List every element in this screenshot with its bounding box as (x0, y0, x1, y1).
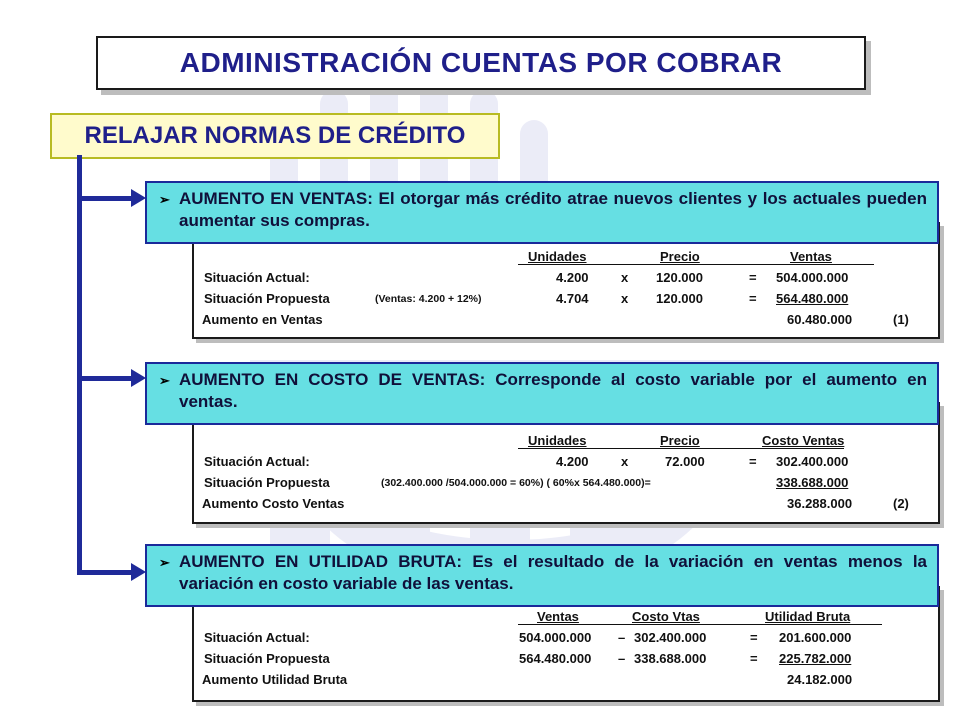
section-subtitle: RELAJAR NORMAS DE CRÉDITO (84, 122, 466, 149)
sales-heading: AUMENTO EN VENTAS: (179, 189, 373, 208)
sales-value: 504.000.000 (519, 630, 592, 645)
col-header-sales: Ventas (537, 609, 579, 624)
col-header-units: Unidades (528, 433, 587, 448)
equals-sign: = (750, 630, 758, 645)
connector-arrow-icon-1 (131, 189, 146, 207)
row-label: Aumento en Ventas (202, 312, 323, 327)
col-header-price: Precio (660, 433, 700, 448)
equals-sign: = (749, 270, 757, 285)
connector-arrow-icon-2 (131, 369, 146, 387)
price-value: 120.000 (656, 270, 703, 285)
row-label: Situación Actual: (204, 630, 310, 645)
gross-profit-text: Es el resultado de la variación en ventas menos la variación en costo variable de las ventas. (179, 552, 927, 593)
col-header-cost: Costo Vtas (632, 609, 700, 624)
reference-note: (2) (893, 496, 909, 511)
times-sign: x (621, 270, 629, 285)
arrow-bullet-icon: ➢ (159, 192, 170, 207)
cost-increase-banner (145, 362, 939, 425)
total-value: 36.288.000 (787, 496, 853, 511)
units-value: 4.704 (556, 291, 589, 306)
total-value: 302.400.000 (776, 454, 849, 469)
total-value: 225.782.000 (779, 651, 852, 666)
connector-line-2 (77, 376, 133, 381)
arrow-bullet-icon: ➢ (159, 373, 170, 388)
header-underline (518, 624, 882, 625)
row-note: (302.400.000 /504.000.000 = 60%) ( 60%x 564.480.000)= (381, 477, 651, 489)
row-label: Aumento Costo Ventas (202, 496, 345, 511)
cost-value: 302.400.000 (634, 630, 707, 645)
connector-vertical-line (77, 155, 82, 575)
total-value: 24.182.000 (787, 672, 853, 687)
units-value: 4.200 (556, 454, 589, 469)
col-header-price: Precio (660, 249, 700, 264)
row-label: Situación Actual: (204, 454, 310, 469)
sales-value: 564.480.000 (519, 651, 592, 666)
reference-note: (1) (893, 312, 909, 327)
row-label: Situación Propuesta (204, 651, 330, 666)
total-value: 564.480.000 (776, 291, 849, 306)
sales-text: El otorgar más crédito atrae nuevos clientes y los actuales pueden aumentar sus compras. (179, 189, 928, 230)
gross-profit-banner (145, 544, 939, 607)
row-note: (Ventas: 4.200 + 12%) (375, 293, 482, 305)
col-header-sales: Ventas (790, 249, 832, 264)
col-header-units: Unidades (528, 249, 587, 264)
header-underline (518, 264, 874, 265)
minus-sign: – (618, 630, 626, 645)
row-label: Aumento Utilidad Bruta (202, 672, 348, 687)
connector-line-1 (77, 196, 133, 201)
col-header-cost: Costo Ventas (762, 433, 845, 448)
cost-value: 338.688.000 (634, 651, 707, 666)
equals-sign: = (749, 454, 757, 469)
arrow-bullet-icon: ➢ (159, 555, 170, 570)
header-underline (518, 448, 844, 449)
page-title: ADMINISTRACIÓN CUENTAS POR COBRAR (179, 47, 783, 78)
title-box (96, 36, 866, 90)
cost-text: Corresponde al costo variable por el aumento en ventas. (179, 370, 927, 411)
equals-sign: = (750, 651, 758, 666)
total-value: 60.480.000 (787, 312, 853, 327)
total-value: 338.688.000 (776, 475, 849, 490)
subtitle-box (50, 113, 500, 159)
total-value: 201.600.000 (779, 630, 852, 645)
col-header-gross-profit: Utilidad Bruta (765, 609, 851, 624)
cost-heading: AUMENTO EN COSTO DE VENTAS: (179, 370, 486, 389)
units-value: 4.200 (556, 270, 589, 285)
connector-arrow-icon-3 (131, 563, 146, 581)
row-label: Situación Propuesta (204, 475, 330, 490)
minus-sign: – (618, 651, 626, 666)
row-label: Situación Actual: (204, 270, 310, 285)
gross-profit-heading: AUMENTO EN UTILIDAD BRUTA: (179, 552, 463, 571)
connector-line-3 (77, 570, 133, 575)
price-value: 72.000 (665, 454, 705, 469)
equals-sign: = (749, 291, 757, 306)
times-sign: x (621, 291, 629, 306)
price-value: 120.000 (656, 291, 703, 306)
total-value: 504.000.000 (776, 270, 849, 285)
row-label: Situación Propuesta (204, 291, 330, 306)
sales-increase-banner (145, 181, 939, 244)
times-sign: x (621, 454, 629, 469)
